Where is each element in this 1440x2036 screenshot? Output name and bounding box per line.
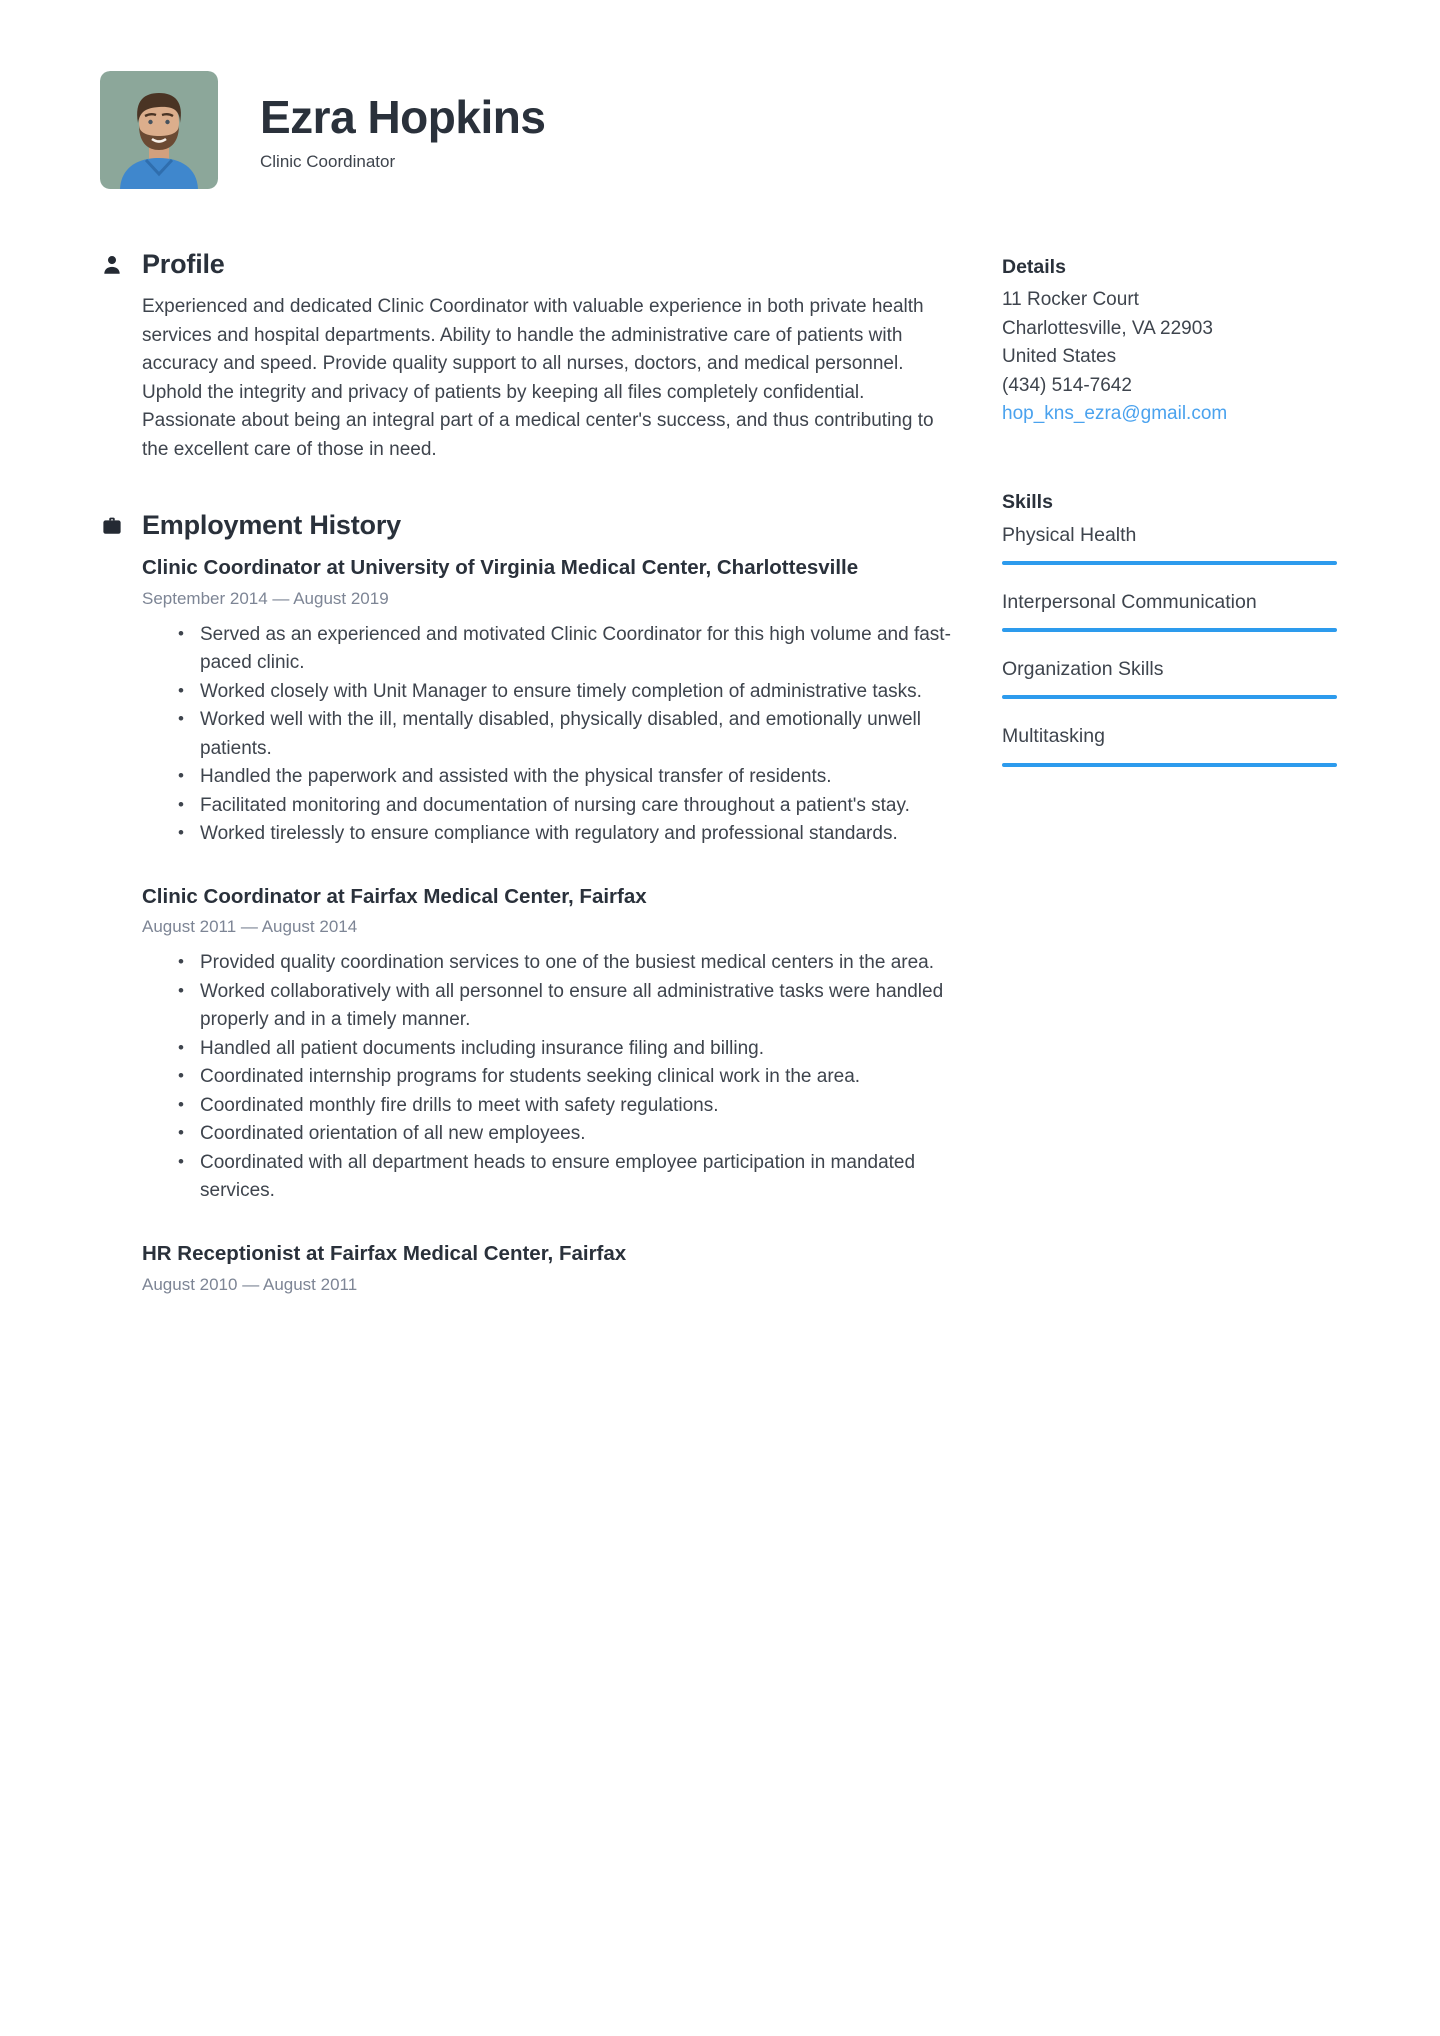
job-dates: September 2014 — August 2019 xyxy=(142,588,389,608)
details-section xyxy=(1002,256,1337,429)
skill-level-bar xyxy=(1002,628,1337,632)
job-entry xyxy=(142,554,952,849)
job-bullet: • Worked collaboratively with all personnel to ensure all administrative tasks were handled properly and in a timely manner. xyxy=(200,978,952,1035)
employment-heading: Employment History xyxy=(142,510,401,540)
address-line-2: Charlottesville, VA 22903 xyxy=(1002,317,1213,339)
briefcase-icon xyxy=(100,514,124,538)
job-bullet: • Coordinated internship programs for students seeking clinical work in the area. xyxy=(200,1063,952,1092)
main-column xyxy=(100,249,952,1295)
skills-heading: Skills xyxy=(1002,490,1053,513)
job-title: Clinic Coordinator at University of Virginia Medical Center, Charlottesville xyxy=(142,556,859,579)
job-title: HR Receptionist at Fairfax Medical Center, Fairfax xyxy=(142,1241,627,1265)
job-dates: August 2010 — August 2011 xyxy=(142,1274,358,1294)
header xyxy=(100,71,1337,189)
job-bullet: • Handled the paperwork and assisted with the physical transfer of residents. xyxy=(200,763,952,792)
job-bullet: • Worked tirelessly to ensure compliance with regulatory and professional standards. xyxy=(200,820,952,849)
address-line-1: 11 Rocker Court xyxy=(1002,289,1139,310)
profile-heading: Profile xyxy=(142,249,225,279)
skill-label: Physical Health xyxy=(1002,523,1137,546)
job-bullet-list xyxy=(142,621,952,849)
skill-level-bar xyxy=(1002,763,1337,767)
job-bullet: • Worked well with the ill, mentally disabled, physically disabled, and emotionally unwell patients. xyxy=(200,706,952,763)
job-bullet: • Coordinated orientation of all new employees. xyxy=(200,1120,952,1149)
job-bullet: • Served as an experienced and motivated Clinic Coordinator for this high volume and fast-paced clinic. xyxy=(200,621,952,678)
job-bullet: • Coordinated with all department heads to ensure employee participation in mandated services. xyxy=(200,1149,952,1206)
job-bullet: • Handled all patient documents including insurance filing and billing. xyxy=(200,1035,952,1064)
job-entry xyxy=(142,1240,952,1295)
job-bullet: • Provided quality coordination services to one of the busiest medical centers in the area. xyxy=(200,949,952,978)
section-employment-history xyxy=(100,510,952,1295)
country: United States xyxy=(1002,346,1117,367)
skill-level-bar xyxy=(1002,561,1337,565)
profile-photo-image xyxy=(100,71,218,189)
section-profile xyxy=(100,249,952,464)
job-title-subtitle: Clinic Coordinator xyxy=(260,151,396,171)
job-bullet: • Facilitated monitoring and documentation of nursing care throughout a patient's stay. xyxy=(200,792,952,821)
job-title: Clinic Coordinator at Fairfax Medical Center, Fairfax xyxy=(142,884,647,908)
job-bullet-list xyxy=(142,949,952,1206)
sidebar xyxy=(1002,249,1337,790)
skill-label: Organization Skills xyxy=(1002,658,1164,681)
header-text xyxy=(260,88,545,172)
skill-level-bar xyxy=(1002,695,1337,699)
details-heading: Details xyxy=(1002,256,1066,278)
skill-label: Interpersonal Communication xyxy=(1002,590,1257,613)
page-title: Ezra Hopkins xyxy=(260,91,546,144)
skill-item xyxy=(1002,655,1337,699)
person-icon xyxy=(100,253,124,277)
job-entry xyxy=(142,883,952,1206)
email-link[interactable]: hop_kns_ezra@gmail.com xyxy=(1002,403,1228,424)
profile-photo xyxy=(100,71,218,189)
skill-item xyxy=(1002,588,1337,632)
phone-number: (434) 514-7642 xyxy=(1002,374,1132,396)
skill-label: Multitasking xyxy=(1002,725,1105,748)
skill-item xyxy=(1002,722,1337,766)
profile-text: Experienced and dedicated Clinic Coordinator with valuable experience in both private health services and hospital departments. Ability to handle the administrative care of patients with accuracy and speed. Provide quality support to all nurses, doctors, and medical personnel. Uphold the integrity and privacy of patients by keeping all files completely confidential. Passionate about being an integral part of a medical center's success, and thus contributing to the excellent care of those in need. xyxy=(142,296,934,460)
job-bullet: • Coordinated monthly fire drills to meet with safety regulations. xyxy=(200,1092,952,1121)
job-dates: August 2011 — August 2014 xyxy=(142,917,358,937)
skill-item xyxy=(1002,521,1337,565)
skills-section xyxy=(1002,491,1337,767)
job-bullet: • Worked closely with Unit Manager to ensure timely completion of administrative tasks. xyxy=(200,678,952,707)
